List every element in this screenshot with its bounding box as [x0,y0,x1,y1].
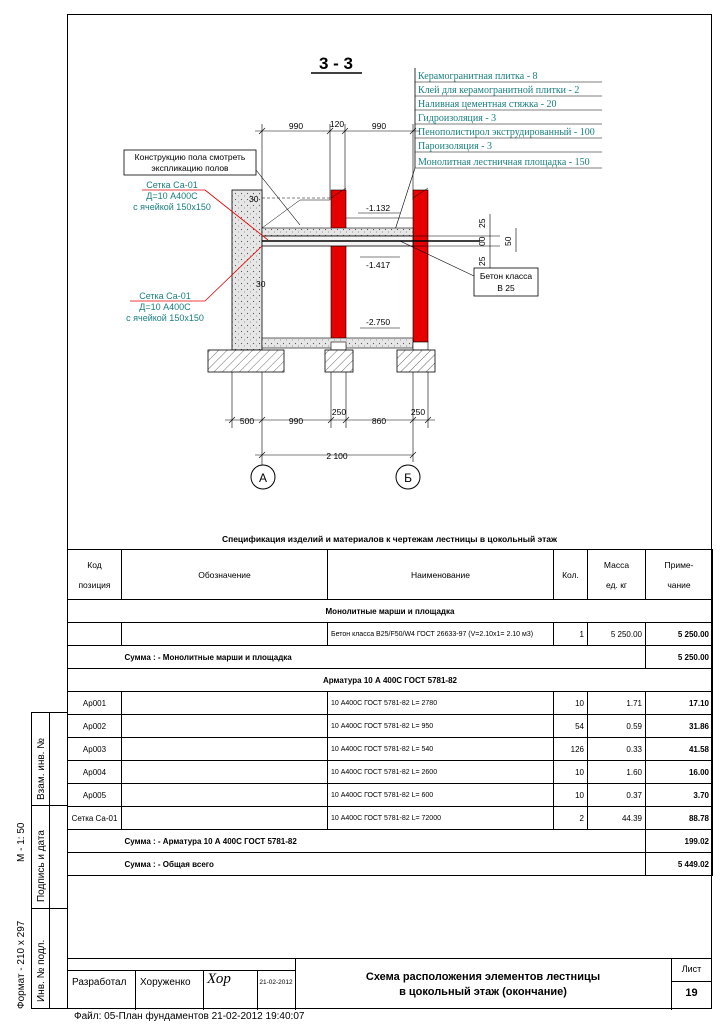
scale-label: М - 1: 50 [16,822,27,862]
section-title: 3 - 3 [318,54,354,73]
footing-left [208,350,284,372]
dim-bottom-3: 250 [331,407,347,417]
drawing-title-line2: в цокольный этаж (окончание) [399,986,567,998]
section-row-1 [68,600,713,623]
axis-a-label: А [258,471,268,485]
layer-label-7: Монолитная лестничная площадка - 150 [418,157,590,168]
mesh2-line1: Сетка Са-01 [139,291,191,301]
table-row: Ар001 10 А400С ГОСТ 5781-82 L= 2780 10 1.71 17.10 [68,692,713,715]
header-note: Приме- чание [646,550,713,600]
axis-b-label: Б [404,471,412,485]
footing-right [397,350,435,372]
header-mass: Масса ед. кг [588,550,646,600]
dim-top-1: 990 [288,121,304,131]
title-block [67,958,712,1010]
format-label: Формат - 210 х 297 [16,920,27,1009]
dim-right-1: 25 [477,218,487,228]
level-3: -2.750 [366,317,391,327]
layer-label-3: Наливная цементная стяжка - 20 [418,99,557,110]
concrete-note-line2: В 25 [497,283,515,293]
dim-bottom-5: 250 [410,407,426,417]
dim-bottom-1: 500 [239,416,255,426]
layer-label-5: Пенополистирол экструдированный - 100 [418,127,595,138]
floor-note-line2: экспликацию полов [151,163,229,173]
dim-bottom-2: 990 [288,416,304,426]
file-info: Файл: 05-План фундаментов 21-02-2012 19:40:07 [74,1011,305,1022]
spec-title: Спецификация изделий и материалов к чертежам лестницы в цокольный этаж [221,534,558,544]
sheet-number: 19 [685,987,698,999]
floor-finish [262,228,413,236]
sum-row-2: Сумма : - Арматура 10 А 400С ГОСТ 5781-82 199.02 [68,830,713,853]
mesh2-line3: с ячейкой 150х150 [126,313,204,323]
mesh1-line3: с ячейкой 150х150 [133,202,211,212]
mesh1-line2: Д=10 А400С [146,191,198,201]
header-name: Наименование [328,550,554,600]
floor-note-line1: Конструкцию пола смотреть [134,152,246,162]
vzam-label: Взам. инв. № [36,738,47,800]
stamp-signature: Хор [207,971,231,987]
dim-right-2: 00 [477,236,487,246]
stamp-name: Хоруженко [140,977,191,988]
table-row: Бетон класса B25/F50/W4 ГОСТ 26633-97 (V=2.10x1= 2.10 м3) 1 5 250.00 5 250.00 [68,623,713,646]
spec-table [67,549,713,876]
level-1: -1.132 [366,203,391,213]
left-wall [232,190,262,350]
dim-right-3: 50 [503,236,513,246]
sum-row-3: Сумма : - Общая всего 5 449.02 [68,853,713,876]
spec-header-row [68,550,713,600]
side-stamp [16,712,67,1009]
drawing-title-line1: Схема расположения элементов лестницы [365,971,601,983]
layer-label-6: Пароизоляция - 3 [418,141,492,152]
layer-label-4: Гидроизоляция - 3 [418,113,497,124]
dim-top-3: 990 [371,121,387,131]
section-row-2 [68,669,713,692]
dim-left-2: 30 [256,279,266,289]
table-row: Ар004 10 А400С ГОСТ 5781-82 L= 2600 10 1.60 16.00 [68,761,713,784]
table-row: Ар002 10 А400С ГОСТ 5781-82 L= 950 54 0.59 31.86 [68,715,713,738]
middle-wall [331,190,346,342]
layer-label-2: Клей для керамогранитной плитки - 2 [418,85,580,96]
section-title-2: Арматура 10 А 400С ГОСТ 5781-82 [68,669,713,692]
dim-right-4: 25 [477,256,487,266]
right-wall [413,190,428,342]
dim-total: 2 100 [326,451,348,461]
section-title-1: Монолитные марши и площадка [68,600,713,623]
level-2: -1.417 [366,260,391,270]
dim-bottom-4: 860 [371,416,387,426]
layer-label-1: Керамогранитная плитка - 8 [418,71,538,82]
stamp-date: 21-02-2012 [259,979,293,986]
mesh2-line2: Д=10 А400С [139,302,191,312]
concrete-note-line1: Бетон класса [479,271,533,281]
table-row: Ар003 10 А400С ГОСТ 5781-82 L= 540 126 0.33 41.58 [68,738,713,761]
sum-row-1: Сумма : - Монолитные марши и площадка 5 250.00 [68,646,713,669]
mesh1-line1: Сетка Са-01 [146,180,198,190]
header-code: Код позиция [68,550,122,600]
sheet-label: Лист [681,964,702,974]
table-row: Ар005 10 А400С ГОСТ 5781-82 L= 600 10 0.37 3.70 [68,784,713,807]
inv-label: Инв. № подл. [36,939,47,1002]
dim-left-1: 30 [249,194,259,204]
footing-middle [325,350,353,372]
header-qty: Кол. [554,550,588,600]
bottom-dimensions [225,372,435,462]
table-row: Сетка Са-01 10 А400С ГОСТ 5781-82 L= 72000 2 44.39 88.78 [68,807,713,830]
header-designation: Обозначение [122,550,328,600]
podpis-label: Подпись и дата [36,830,47,902]
stamp-role: Разработал [72,977,127,988]
dim-top-2: 120 [329,119,345,129]
